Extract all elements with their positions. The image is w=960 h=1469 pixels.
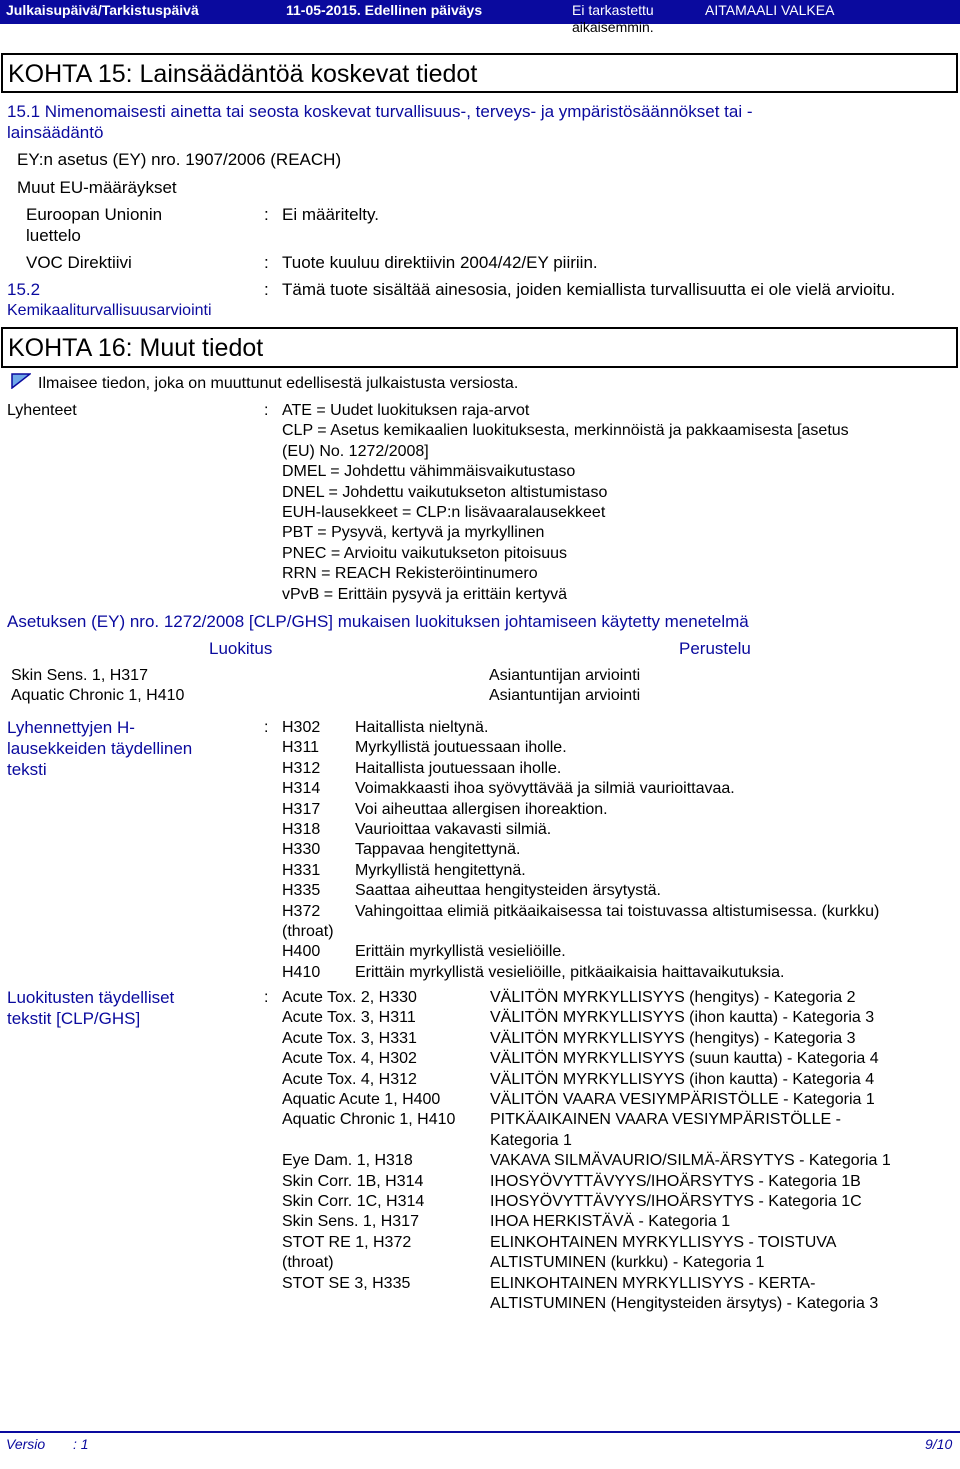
class-text: VÄLITÖN MYRKYLLISYYS (hengitys) - Kategoria 3 [490,1029,856,1047]
section-16-title: KOHTA 16: Muut tiedot [8,334,264,362]
class-row [282,1233,891,1253]
version-label: Versio [6,1436,46,1452]
class-code: Eye Dam. 1, H318 [282,1152,413,1170]
other-eu-regulations: Muut EU-määräykset [17,178,177,197]
h-statement-row [282,902,879,922]
h-statement-row [282,922,879,942]
classes-label-2: tekstit [CLP/GHS] [7,1009,141,1028]
class-code: Acute Tox. 3, H311 [282,1009,416,1027]
h-text: Myrkyllistä joutuessaan iholle. [355,739,567,757]
class-text: ALTISTUMINEN (Hengitysteiden ärsytys) - Kategoria 3 [490,1295,879,1313]
h-statement-row [282,881,879,901]
class-text: IHOSYÖVYTTÄVYYS/IHOÄRSYTYS - Kategoria 1C [490,1193,862,1211]
h-statement-row [282,820,879,840]
class-row [282,1090,891,1110]
class-code [282,1131,490,1151]
h-text: Vaurioittaa vakavasti silmiä. [355,821,552,839]
h-code: H331 [282,861,321,879]
abbreviation-item: EUH-lausekkeet = CLP:n lisävaaralausekkeet [282,504,606,522]
abbreviation-item: (EU) No. 1272/2008] [282,442,429,460]
h-text: Voi aiheuttaa allergisen ihoreaktion. [355,800,608,818]
abbreviations-label: Lyhenteet [7,402,77,419]
h-text: Erittäin myrkyllistä vesieliöille, pitkäaikaisia haittavaikutuksia. [355,963,785,981]
method-classification: Skin Sens. 1, H317 [11,667,148,684]
class-row [282,1110,891,1130]
h-code: H372 [282,902,321,920]
class-row [282,1212,891,1232]
h-statement-row [282,963,879,983]
abbreviations-list [282,401,849,605]
class-text: IHOSYÖVYTTÄVYYS/IHOÄRSYTYS - Kategoria 1B [490,1172,861,1190]
class-code: Skin Corr. 1C, H314 [282,1193,425,1211]
abbreviation-item: DMEL = Johdettu vähimmäisvaikutustaso [282,463,576,481]
class-code: Aquatic Acute 1, H400 [282,1091,441,1109]
h-code: H330 [282,841,321,859]
abbreviation-item: vPvB = Erittäin pysyvä ja erittäin kertyvä [282,585,567,603]
h-text: Haitallista nieltynä. [355,719,489,736]
abbreviation-item: RRN = REACH Rekisteröintinumero [282,565,538,583]
h-statement-row [282,861,879,881]
column-classification-header: Luokitus [209,639,273,658]
class-code: Acute Tox. 4, H312 [282,1070,417,1088]
eu-list-value: Ei määritelty. [282,205,379,224]
h-text: Saattaa aiheuttaa hengitysteiden ärsytystä. [355,882,661,900]
colon: : [264,989,269,1006]
h-statement-row [282,840,879,860]
h-text: Voimakkaasti ihoa syövyttävää ja silmiä vaurioittavaa. [355,780,735,798]
class-text: VÄLITÖN VAARA VESIYMPÄRISTÖLLE - Kategoria 1 [490,1091,875,1109]
voc-value: Tuote kuuluu direktiivin 2004/42/EY piiriin. [282,253,598,272]
h-text: Erittäin myrkyllistä vesieliöille. [355,943,566,961]
h-code: H335 [282,882,321,900]
h-code: H312 [282,759,321,777]
abbreviation-item: PBT = Pysyvä, kertyvä ja myrkyllinen [282,524,545,542]
h-statements-label-1: Lyhennettyjen H- [7,718,135,737]
h-code: H400 [282,943,321,961]
class-text: Kategoria 1 [490,1131,572,1149]
subsection-15-1-line1: 15.1 Nimenomaisesti ainetta tai seosta koskevat turvallisuus-, terveys- ja ympäristösäännökset tai - [7,102,753,121]
class-code: Skin Sens. 1, H317 [282,1213,419,1231]
product-name: AITAMAALI VALKEA [705,2,835,18]
class-row [282,1151,891,1171]
h-code: H314 [282,780,321,798]
class-row [282,1294,891,1314]
voc-label: VOC Direktiivi [26,253,132,272]
class-text: ELINKOHTAINEN MYRKYLLISYYS - KERTA- [490,1274,816,1292]
class-code: Skin Corr. 1B, H314 [282,1172,424,1190]
method-title: Asetuksen (EY) nro. 1272/2008 [CLP/GHS] mukaisen luokituksen johtamiseen käytetty menetelmä [7,612,749,631]
colon: : [264,205,269,224]
h-code: H318 [282,821,321,839]
not-checked-line2: aikaisemmin. [572,19,654,35]
colon: : [264,719,269,736]
h-statement-row [282,718,879,738]
class-code: Acute Tox. 3, H331 [282,1029,417,1047]
h-statement-row [282,738,879,758]
version-value: : 1 [73,1436,89,1452]
eu-list-label-1: Euroopan Unionin [26,205,163,224]
page-number: 9/10 [925,1436,953,1452]
h-text: Tappavaa hengitettynä. [355,841,521,859]
csa-label: Kemikaaliturvallisuusarviointi [7,302,212,319]
h-code: H410 [282,963,321,981]
h-code: H311 [282,739,320,757]
abbreviation-item: DNEL = Johdettu vaikutukseton altistumistaso [282,483,608,501]
section-15-header [1,53,958,93]
h-statements-label-2: lausekkeiden täydellinen [7,739,193,758]
csa-value: Tämä tuote sisältää ainesosia, joiden kemiallista turvallisuutta ei ole vielä arvioitu. [282,280,896,299]
not-checked-line1: Ei tarkastettu [572,2,654,18]
h-code: (throat) [282,923,334,941]
h-statement-row [282,800,879,820]
h-statement-row [282,759,879,779]
class-text: VÄLITÖN MYRKYLLISYYS (ihon kautta) - Kategoria 4 [490,1070,875,1088]
class-text: VÄLITÖN MYRKYLLISYYS (hengitys) - Kategoria 2 [490,989,856,1006]
class-text: VÄLITÖN MYRKYLLISYYS (ihon kautta) - Kategoria 3 [490,1009,875,1027]
class-text: ELINKOHTAINEN MYRKYLLISYYS - TOISTUVA [490,1233,837,1251]
class-code [282,1294,490,1314]
subsection-15-1-line2: lainsäädäntö [7,123,104,142]
colon: : [264,402,269,419]
abbreviation-item: CLP = Asetus kemikaalien luokituksesta, merkinnöistä ja pakkaamisesta [asetus [282,422,849,440]
class-row [282,1253,891,1273]
class-text: ALTISTUMINEN (kurkku) - Kategoria 1 [490,1254,765,1272]
column-basis-header: Perustelu [679,639,751,658]
class-text: PITKÄAIKAINEN VAARA VESIYMPÄRISTÖLLE - [490,1111,841,1129]
classes-label-1: Luokitusten täydelliset [7,988,175,1007]
class-text: VAKAVA SILMÄVAURIO/SILMÄ-ÄRSYTYS - Kategoria 1 [490,1152,891,1170]
class-row [282,1192,891,1212]
csa-number: 15.2 [7,280,41,299]
reach-regulation: EY:n asetus (EY) nro. 1907/2006 (REACH) [17,150,342,169]
h-statements-label-3: teksti [7,760,47,779]
class-row [282,1070,891,1090]
method-classification: Aquatic Chronic 1, H410 [11,687,185,704]
class-code: (throat) [282,1254,334,1272]
section-16-header [1,327,958,368]
class-row [282,1049,891,1069]
class-row [282,1274,891,1294]
class-row [282,988,891,1008]
colon: : [264,280,269,299]
class-code: STOT RE 1, H372 [282,1233,412,1251]
h-statement-row [282,942,879,962]
change-note: Ilmaisee tiedon, joka on muuttunut edellisestä julkaistusta versiosta. [38,375,519,392]
h-statements-list [282,718,879,983]
class-row [282,1008,891,1028]
revision-marker-icon [11,373,31,389]
h-code: H317 [282,800,321,818]
abbreviation-item: PNEC = Arvioitu vaikutukseton pitoisuus [282,544,568,562]
abbreviation-item: ATE = Uudet luokituksen raja-arvot [282,402,530,419]
h-text: Myrkyllistä hengitettynä. [355,861,526,879]
class-text: VÄLITÖN MYRKYLLISYYS (suun kautta) - Kategoria 4 [490,1050,879,1068]
footer-rule [0,1431,960,1433]
method-basis: Asiantuntijan arviointi [489,667,641,684]
h-statement-row [282,779,879,799]
colon: : [264,253,269,272]
h-text: Haitallista joutuessaan iholle. [355,759,562,777]
class-row [282,1131,891,1151]
class-code: STOT SE 3, H335 [282,1274,411,1292]
class-row [282,1029,891,1049]
class-text: IHOA HERKISTÄVÄ - Kategoria 1 [490,1213,731,1231]
section-15-title: KOHTA 15: Lainsäädäntöä koskevat tiedot [8,60,478,88]
class-code: Acute Tox. 4, H302 [282,1050,417,1068]
class-row [282,1172,891,1192]
h-code: H302 [282,719,321,736]
h-text: Vahingoittaa elimiä pitkäaikaisessa tai toistuvassa altistumisessa. (kurkku) [355,902,880,920]
class-code: Acute Tox. 2, H330 [282,989,417,1006]
date-info: 11-05-2015. Edellinen päiväys [286,2,483,18]
method-basis: Asiantuntijan arviointi [489,687,641,704]
eu-list-label-2: luettelo [26,226,81,245]
date-label: Julkaisupäivä/Tarkistuspäivä [6,2,199,18]
classes-list [282,988,891,1315]
class-code: Aquatic Chronic 1, H410 [282,1111,456,1129]
